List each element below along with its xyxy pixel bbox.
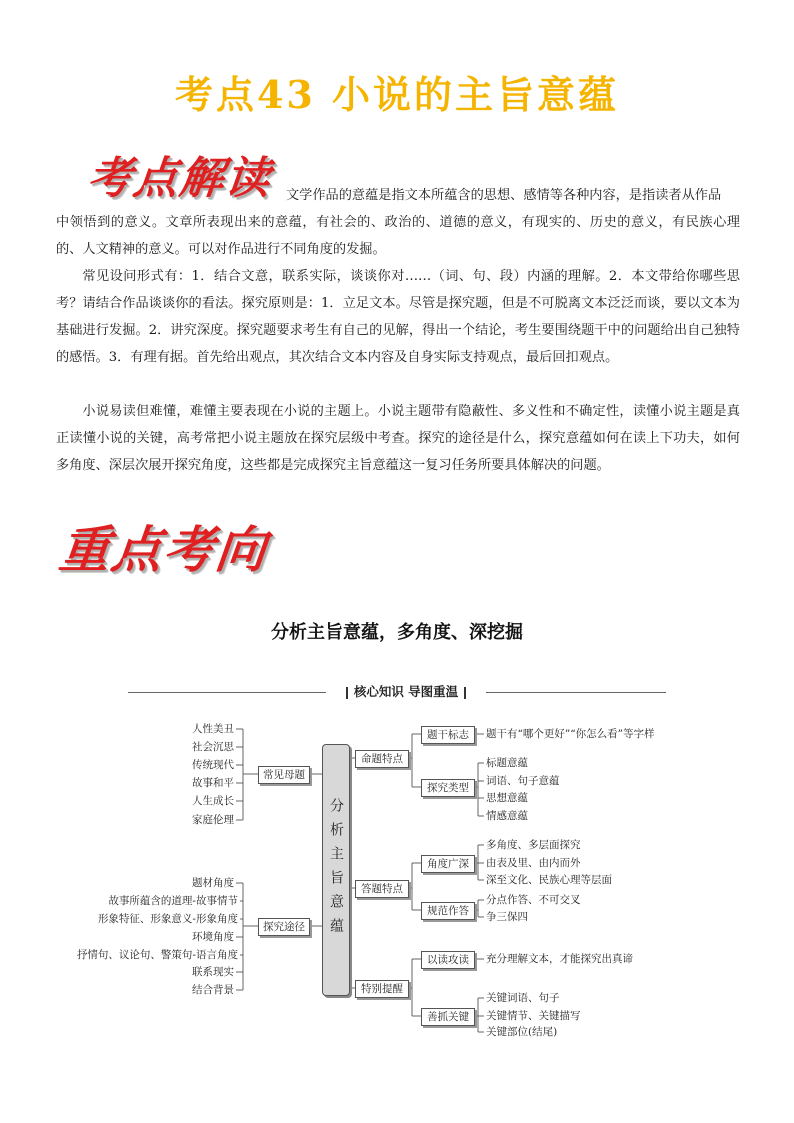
left-item: 环境角度 (192, 931, 234, 943)
paragraph-3: 小说易读但难懂，难懂主要表现在小说的主题上。小说主题带有隐蔽性、多义性和不确定性，读懂小说主题是真正读懂小说的关键，高考常把小说主题放在探究层级中考查。探究的途径是什么，探究意蕴如何在读上下功夫，如何多角度、深层次展开探究角度，这些都是完成探究主旨意蕴这一复习任务所要具体解决的问题。 (56, 404, 740, 473)
paragraph-1-first-line: 文学作品的意蕴是指文本所蕴含的思想、感情等各种内容，是指读者从作品 (286, 188, 722, 203)
paragraph-1-rest: 中领悟到的意义。文章所表现出来的意蕴，有社会的、政治的、道德的意义，有现实的、历史的意义，有民族心理的、人文精神的意义。可以对作品进行不同角度的发掘。 (56, 215, 740, 257)
node-dati-tedian: 答题特点 (355, 880, 409, 898)
paragraph-1 (56, 182, 740, 263)
page-title: 考点43 小说的主旨意蕴 (174, 72, 620, 117)
left-item: 形象特征、形象意义-形象角度 (97, 913, 238, 925)
node-tigan-biaozhi: 题干标志 (421, 726, 475, 744)
leaf-item: 争三保四 (486, 911, 528, 923)
left-item: 家庭伦理 (192, 814, 234, 826)
leaf-item: 多角度、多层面探究 (486, 839, 581, 851)
left-item: 人性美丑 (192, 723, 234, 735)
mindmap-header (326, 682, 486, 702)
leaf-item: 充分理解文本，才能探究出真谛 (486, 953, 633, 965)
left-item: 故事所蕴含的道理-故事情节 (108, 895, 238, 907)
header-bar-left (346, 687, 348, 699)
leaf-item: 由表及里、由内而外 (486, 857, 581, 869)
leaf-item: 词语、句子意蕴 (486, 775, 560, 787)
section-banner-zhongdian-kaoxiang: 重点考向 (56, 521, 271, 579)
left-item: 社会沉思 (192, 741, 234, 753)
left-item: 故事和平 (192, 777, 234, 789)
leaf-item: 关键词语、句子 (486, 992, 560, 1004)
left-item: 结合背景 (192, 984, 234, 996)
node-tanjiu-tujing: 探究途径 (258, 918, 310, 936)
section-banner-kaodian-jiedu: 考点解读 (84, 153, 275, 204)
leaf-item: 关键情节、关键描写 (486, 1010, 581, 1022)
node-yidu-gongdu: 以读攻读 (421, 951, 475, 969)
left-item: 抒情句、议论句、警策句-语言角度 (76, 949, 238, 961)
node-mingti-tedian: 命题特点 (355, 750, 409, 768)
left-item: 题材角度 (192, 877, 234, 889)
header-bar-right (464, 687, 466, 699)
left-item: 传统现代 (192, 759, 234, 771)
mindmap-header-label: 核心知识 导图重温 (353, 684, 459, 699)
node-jiaodu-guangshen: 角度广深 (421, 855, 475, 873)
leaf-item: 标题意蕴 (486, 757, 528, 769)
node-guifan-zuoda: 规范作答 (421, 902, 475, 920)
leaf-item: 分点作答、不可交叉 (486, 894, 581, 906)
leaf-item: 关键部位(结尾) (486, 1026, 558, 1038)
center-label: 分析主旨意蕴 (328, 798, 344, 942)
leaf-item: 情感意蕴 (486, 810, 528, 822)
node-tanjiu-leixing: 探究类型 (421, 779, 475, 797)
leaf-item: 思想意蕴 (486, 792, 528, 804)
left-item: 人生成长 (192, 795, 234, 807)
section-title: 分析主旨意蕴，多角度、深挖掘 (271, 622, 523, 643)
leaf-item: 深至文化、民族心理等层面 (486, 874, 612, 886)
node-tebie-tixing: 特别提醒 (355, 980, 409, 998)
paragraph-2: 常见设问形式有：1．结合文意，联系实际，谈谈你对……（词、句、段）内涵的理解。2．本文带给你哪些思考？请结合作品谈谈你的看法。探究原则是：1．立足文本。尽管是探究题，但是不可脱离文本泛泛而谈，要以文本为基础进行发掘。2．讲究深度。探究题要求考生有自己的见解，得出一个结论，考生要围绕题干中的问题给出自己独特的感悟。3．有理有据。首先给出观点，其次结合文本内容及自身实际支持观点，最后回扣观点。 (56, 269, 740, 365)
node-changjian-muti: 常见母题 (258, 766, 310, 784)
node-center (322, 744, 350, 996)
node-shanzhua-guanjian: 善抓关键 (421, 1008, 475, 1026)
left-item: 联系现实 (192, 966, 234, 978)
leaf-item: 题干有“哪个更好”“你怎么看”等字样 (486, 728, 655, 740)
